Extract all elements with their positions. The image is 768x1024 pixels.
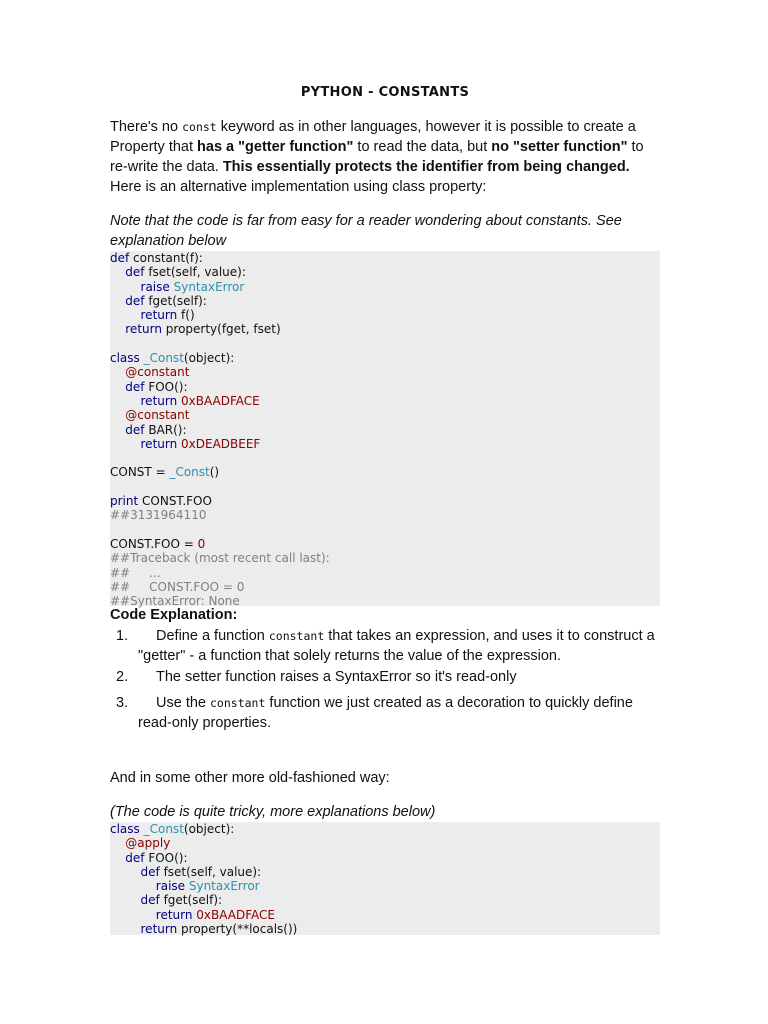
code-line <box>110 365 660 379</box>
code-line <box>110 351 660 365</box>
note-paragraph-2: (The code is quite tricky, more explanations below) <box>110 804 436 820</box>
code-token: fget(self): <box>163 893 223 908</box>
code-token <box>110 380 125 394</box>
code-token <box>110 280 141 294</box>
code-token <box>110 423 125 437</box>
code-token: () <box>209 465 220 480</box>
code-line <box>110 451 660 465</box>
code-line <box>110 865 660 879</box>
list-number: 3. <box>116 695 129 711</box>
code-token: FOO(): <box>148 379 188 394</box>
code-token: (object): <box>183 822 235 836</box>
code-token: def <box>125 379 149 394</box>
code-token: return <box>140 393 182 408</box>
code-token <box>110 836 125 850</box>
note-paragraph-1: Note that the code is far from easy for a reader wondering about constants. See explanation below <box>110 213 622 249</box>
code-token: fget(self): <box>148 293 207 308</box>
code-token: raise <box>155 879 189 894</box>
code-line <box>110 822 660 836</box>
code-token: return <box>155 907 197 922</box>
code-block-2 <box>110 822 660 935</box>
code-token: CONST.FOO <box>142 494 212 509</box>
list-text: function we just created as a decoration to quickly define read-only properties. <box>138 695 633 731</box>
code-token: ##SyntaxError: None <box>110 594 240 609</box>
code-token: class <box>110 822 144 836</box>
code-line <box>110 437 660 451</box>
code-line <box>110 908 660 922</box>
code-token: SyntaxError <box>173 279 245 294</box>
inline-code-constant: constant <box>268 629 325 643</box>
code-line <box>110 265 660 279</box>
intro-text-1: There's no <box>110 119 183 135</box>
code-line <box>110 280 660 294</box>
list-text: that takes an expression, and uses it to construct a "getter" - a function that solely returns the value of the expression. <box>138 628 655 664</box>
intro-bold-protects: This essentially protects the identifier from being changed. <box>222 159 630 175</box>
code-token: def <box>110 251 134 265</box>
code-line <box>110 465 660 479</box>
code-line <box>110 893 660 907</box>
list-text: Define a function <box>156 628 269 644</box>
code-token: return <box>140 436 182 451</box>
code-token: print <box>110 494 143 509</box>
code-token: property(**locals()) <box>181 922 298 937</box>
code-line <box>110 508 660 522</box>
code-token: ## ... <box>110 565 161 580</box>
code-token: @constant <box>125 365 190 380</box>
code-line <box>110 566 660 580</box>
code-token: 0xBAADFACE <box>196 907 276 922</box>
code-token: 0xDEADBEEF <box>181 436 261 451</box>
intro-text-2: keyword as in other languages, however it is possible to create a Property that <box>110 119 636 155</box>
old-fashioned-paragraph: And in some other more old-fashioned way: <box>110 770 390 786</box>
code-line <box>110 851 660 865</box>
code-token <box>110 879 156 893</box>
code-token <box>110 893 141 907</box>
code-token <box>110 394 141 408</box>
code-token: ## CONST.FOO = 0 <box>110 579 245 594</box>
code-token: def <box>125 422 149 437</box>
code-line <box>110 879 660 893</box>
code-line <box>110 408 660 422</box>
code-line <box>110 523 660 537</box>
code-token: raise <box>140 279 174 294</box>
code-token <box>110 308 141 322</box>
code-token: ##3131964110 <box>110 508 207 523</box>
code-token: @constant <box>125 408 190 423</box>
code-token: _Const <box>143 822 184 836</box>
code-token: fset(self, value): <box>163 864 262 879</box>
code-token: property(fget, fset) <box>165 322 281 337</box>
code-line <box>110 423 660 437</box>
code-token <box>110 294 125 308</box>
code-line <box>110 380 660 394</box>
page-title: PYTHON - CONSTANTS <box>300 85 470 100</box>
code-token: SyntaxError <box>188 879 260 894</box>
code-token: FOO(): <box>148 850 188 865</box>
code-token <box>110 851 125 865</box>
intro-bold-setter: no "setter function" <box>491 139 628 155</box>
code-line <box>110 394 660 408</box>
inline-code-constant: constant <box>210 696 266 710</box>
code-line <box>110 480 660 494</box>
code-token: 0xBAADFACE <box>181 393 260 408</box>
code-token: ##Traceback (most recent call last): <box>110 551 330 566</box>
code-token <box>110 322 125 336</box>
code-line <box>110 294 660 308</box>
code-line <box>110 580 660 594</box>
code-line <box>110 551 660 565</box>
intro-text-5: Here is an alternative implementation using class property: <box>110 179 487 195</box>
code-token: def <box>140 864 164 879</box>
code-line <box>110 922 660 936</box>
code-line <box>110 337 660 351</box>
code-token: def <box>125 850 149 865</box>
code-token: (object): <box>183 351 235 366</box>
code-token: def <box>125 265 149 280</box>
code-line <box>110 322 660 336</box>
code-explanation-heading: Code Explanation: <box>110 607 238 623</box>
code-token: fset(self, value): <box>148 265 246 280</box>
code-token: def <box>140 893 164 908</box>
code-token: return <box>140 308 182 323</box>
code-token: _Const <box>169 465 210 480</box>
code-line <box>110 494 660 508</box>
code-token: constant(f): <box>133 251 203 265</box>
code-token: f() <box>181 308 195 323</box>
code-line <box>110 308 660 322</box>
intro-text-3: to read the data, but <box>353 139 492 155</box>
code-token: return <box>125 322 166 337</box>
code-line <box>110 836 660 850</box>
code-token <box>110 408 125 422</box>
code-token <box>110 865 141 879</box>
code-token: BAR(): <box>148 422 187 437</box>
code-token: CONST = <box>110 465 170 480</box>
code-token: CONST.FOO = <box>110 536 198 551</box>
list-text: The setter function raises a SyntaxError so it's read-only <box>156 669 517 685</box>
intro-text-4: to re-write the data. <box>110 139 644 175</box>
code-token <box>110 365 125 379</box>
list-number: 2. <box>116 669 129 685</box>
code-token <box>110 437 141 451</box>
code-line <box>110 251 660 265</box>
inline-code-const: const <box>182 120 217 134</box>
code-token: return <box>140 922 182 937</box>
code-token <box>110 922 141 936</box>
code-line <box>110 537 660 551</box>
code-token: 0 <box>197 536 206 551</box>
code-token <box>110 908 156 922</box>
code-token <box>110 265 125 279</box>
code-token: def <box>125 293 149 308</box>
code-token: _Const <box>143 351 184 366</box>
intro-paragraph <box>110 117 658 197</box>
code-block-1 <box>110 251 660 609</box>
list-number: 1. <box>116 628 129 644</box>
code-token: @apply <box>125 836 171 851</box>
code-token: class <box>110 351 144 366</box>
list-text: Use the <box>156 695 210 711</box>
intro-bold-getter: has a "getter function" <box>197 139 354 155</box>
